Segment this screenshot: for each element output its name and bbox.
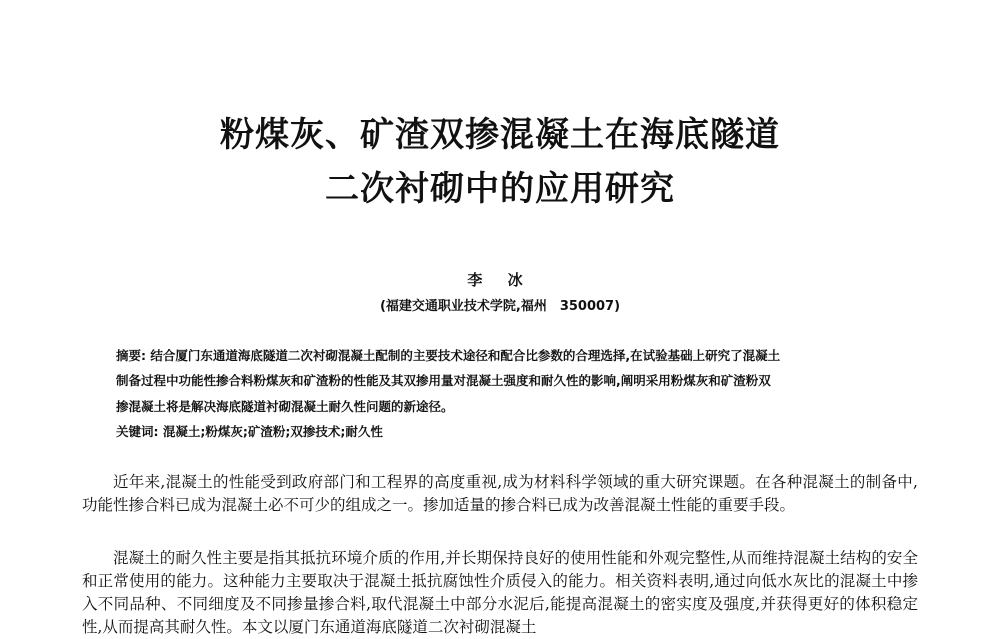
paper-title-line-2: 二次衬砌中的应用研究 (325, 169, 675, 209)
keywords: 关键词: 混凝土;粉煤灰;矿渣粉;双掺技术;耐久性 (116, 424, 383, 439)
paper-title-line-1: 粉煤灰、矿渣双掺混凝土在海底隧道 (220, 115, 780, 155)
author-name: 李 冰 (467, 271, 533, 289)
abstract-line-1: 摘要: 结合厦门东通道海底隧道二次衬砌混凝土配制的主要技术途径和配合比参数的合理选择,在试验基础上研究了混凝土 (116, 348, 781, 363)
body-paragraph-1: 近年来,混凝土的性能受到政府部门和工程界的高度重视,成为材料科学领域的重大研究课题。在各种混凝土的制备中,功能性掺合料已成为混凝土必不可少的组成之一。掺加适量的掺合料已成为改善混凝土性能的重要手段。 (82, 473, 918, 514)
abstract-line-2: 制备过程中功能性掺合料粉煤灰和矿渣粉的性能及其双掺用量对混凝土强度和耐久性的影响,阐明采用粉煤灰和矿渣粉双 (116, 373, 771, 388)
author-affiliation: (福建交通职业技术学院,福州 350007) (379, 299, 621, 314)
abstract-line-3: 掺混凝土将是解决海底隧道衬砌混凝土耐久性问题的新途径。 (116, 399, 454, 414)
body-paragraph-2: 混凝土的耐久性主要是指其抵抗环境介质的作用,并长期保持良好的使用性能和外观完整性,从而维持混凝土结构的安全和正常使用的能力。这种能力主要取决于混凝土抵抗腐蚀性介质侵入的能力。相关资料表明,通过向低水灰比的混凝土中掺入不同品种、不同细度及不同掺量掺合料,取代混凝土中部分水泥后,能提高混凝土的密实度及强度,并获得更好的体积稳定性,从而提高其耐久性。本文以厦门东通道海底隧道二次衬砌混凝土 (82, 549, 918, 636)
